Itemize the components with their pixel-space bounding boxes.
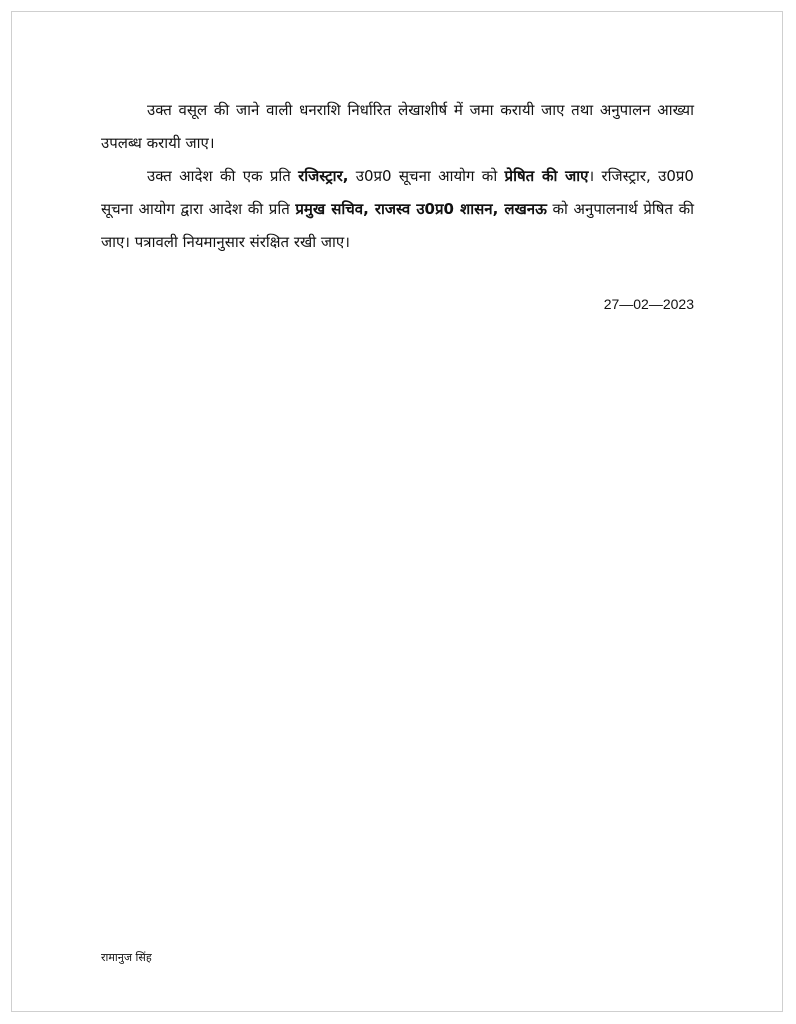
forward-bold: प्रेषित की जाए — [504, 167, 589, 185]
paragraph-order-copy — [101, 160, 694, 259]
signature-name: रामानुज सिंह — [101, 951, 152, 964]
paragraph-recovery — [101, 94, 694, 160]
order-copy-text-3: । रजिस्ट्रार, उ0प्र0 सूचना आयोग द्वारा आदेश की प्रति — [101, 167, 694, 218]
order-copy-text-4: को अनुपालनार्थ प्रेषित की जाए। पत्रावली नियमानुसार संरक्षित रखी जाए। — [101, 200, 694, 251]
order-date: 27—02—2023 — [603, 296, 694, 312]
order-copy-text-2: उ0प्र0 सूचना आयोग को — [348, 167, 505, 185]
paragraph-recovery-text: उक्त वसूल की जाने वाली धनराशि निर्धारित लेखाशीर्ष में जमा करायी जाए तथा अनुपालन आख्या उपलब्ध करायी जाए। — [101, 101, 694, 152]
registrar-bold: रजिस्ट्रार, — [298, 167, 349, 185]
document-body — [101, 94, 694, 259]
order-copy-text-1: उक्त आदेश की एक प्रति — [147, 167, 299, 185]
principal-secretary-bold: प्रमुख सचिव, राजस्व उ0प्र0 शासन, लखनऊ — [295, 200, 547, 218]
